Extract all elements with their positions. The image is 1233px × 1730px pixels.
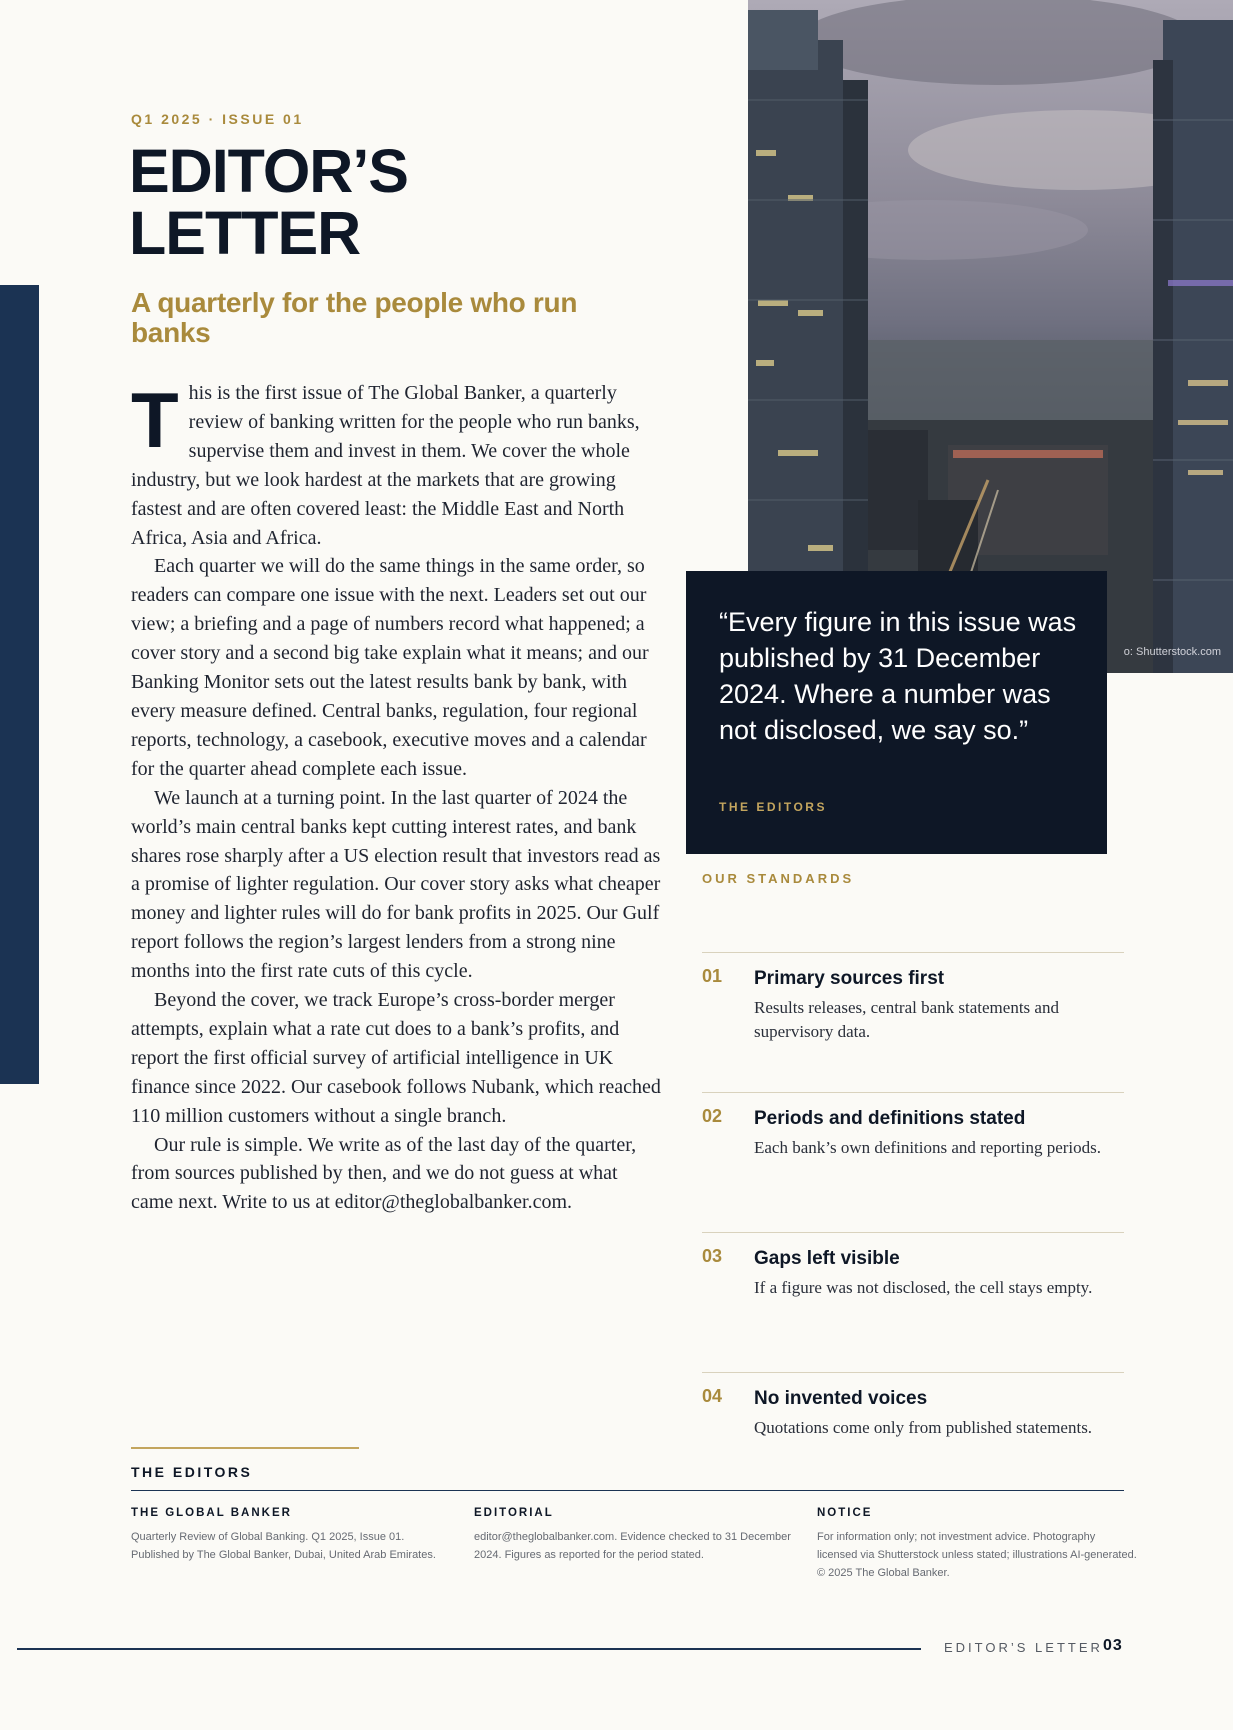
- standard-item: [702, 1372, 1124, 1437]
- page-title: EDITOR’S LETTER: [129, 137, 408, 267]
- standard-item: [702, 952, 1124, 1041]
- standard-item: [702, 1092, 1124, 1157]
- colophon-heading: NOTICE: [817, 1507, 873, 1519]
- footer-section-label: EDITOR’S LETTER: [944, 1640, 1103, 1655]
- standard-number: 04: [702, 1386, 723, 1406]
- standard-number: 02: [702, 1106, 723, 1126]
- standard-title: Primary sources first: [754, 968, 945, 989]
- standard-title: Periods and definitions stated: [754, 1108, 1026, 1129]
- standard-title: Gaps left visible: [754, 1248, 900, 1269]
- photo-credit: o: Shutterstock.com: [1123, 646, 1221, 658]
- pull-quote-text: “Every figure in this issue was published by 31 December 2024. Where a number was not disclosed, we say so.”: [719, 607, 1077, 745]
- body-paragraph-2: Each quarter we will do the same things in the same order, so readers can compare one issue with the next. Leaders set out our view; a briefing and a page of numbers record what happened; a cover story and a second big take explain what it means; and our Banking Monitor sets out the latest results bank by bank, with every measure defined. Central banks, regulation, four regional reports, technology, a casebook, executive moves and a calendar for the quarter ahead complete each issue.: [131, 555, 649, 780]
- colophon-publisher: [131, 1507, 451, 1564]
- letter-body: [131, 376, 661, 1217]
- colophon-editorial: [474, 1507, 794, 1564]
- body-paragraph-1: [131, 376, 661, 552]
- pull-quote: [686, 571, 1107, 854]
- page-subtitle: A quarterly for the people who run banks: [131, 287, 578, 348]
- colophon-heading: THE GLOBAL BANKER: [131, 1507, 292, 1519]
- pull-quote-attribution: THE EDITORS: [719, 800, 827, 814]
- accent-bar: [0, 285, 39, 1084]
- signature-rule: [131, 1447, 359, 1449]
- colophon-notice: [817, 1507, 1137, 1582]
- drop-cap: T: [131, 376, 179, 464]
- colophon-rule: [131, 1490, 1124, 1491]
- signature: THE EDITORS: [131, 1464, 253, 1480]
- standard-description: Quotations come only from published statements.: [754, 1418, 1093, 1437]
- body-paragraph-3: We launch at a turning point. In the last quarter of 2024 the world’s main central banks kept cutting interest rates, and bank shares rose sharply after a US election result that investors read as a promise of lighter regulation. Our cover story asks what cheaper money and lighter rules will do for bank profits in 2025. Our Gulf report follows the region’s largest lenders from a strong nine months into the first rate cuts of this cycle.: [131, 786, 661, 983]
- standard-title: No invented voices: [754, 1388, 928, 1409]
- body-paragraph-4: Beyond the cover, we track Europe’s cross-border merger attempts, explain what a rate cut does to a bank’s profits, and report the first official survey of artificial intelligence in UK finance since 2022. Our casebook follows Nubank, which reached 110 million customers without a single branch.: [131, 989, 661, 1127]
- standard-number: 03: [702, 1246, 723, 1266]
- colophon-text: Quarterly Review of Global Banking. Q1 2025, Issue 01. Published by The Global Banker, Dubai, United Arab Emirates.: [131, 1531, 436, 1561]
- standard-description: Each bank’s own definitions and reporting periods.: [754, 1138, 1102, 1157]
- issue-kicker: Q1 2025 · ISSUE 01: [131, 111, 304, 127]
- standard-description: If a figure was not disclosed, the cell stays empty.: [754, 1278, 1093, 1297]
- footer-rule: [17, 1648, 921, 1650]
- body-paragraph-1-text: his is the first issue of The Global Banker, a quarterly review of banking written for the people who run banks, supervise them and invest in them. We cover the whole industry, but we look hardest at the markets that are growing fastest and are often covered least: the Middle East and North Africa, Asia and Africa.: [131, 382, 640, 549]
- standards-heading: OUR STANDARDS: [702, 871, 855, 886]
- body-paragraph-5: Our rule is simple. We write as of the last day of the quarter, from sources published by then, and we do not guess at what came next. Write to us at editor@theglobalbanker.com.: [131, 1133, 637, 1214]
- standard-description: Results releases, central bank statements and supervisory data.: [754, 998, 1059, 1041]
- colophon-text: editor@theglobalbanker.com. Evidence checked to 31 December 2024. Figures as reported for the period stated.: [474, 1531, 791, 1561]
- standard-item: [702, 1232, 1124, 1297]
- colophon-text: For information only; not investment advice. Photography licensed via Shutterstock unless stated; illustrations AI-generated. © 2025 The Global Banker.: [817, 1531, 1137, 1579]
- page-number: 03: [1103, 1637, 1123, 1654]
- colophon-heading: EDITORIAL: [474, 1507, 554, 1519]
- standard-number: 01: [702, 966, 723, 986]
